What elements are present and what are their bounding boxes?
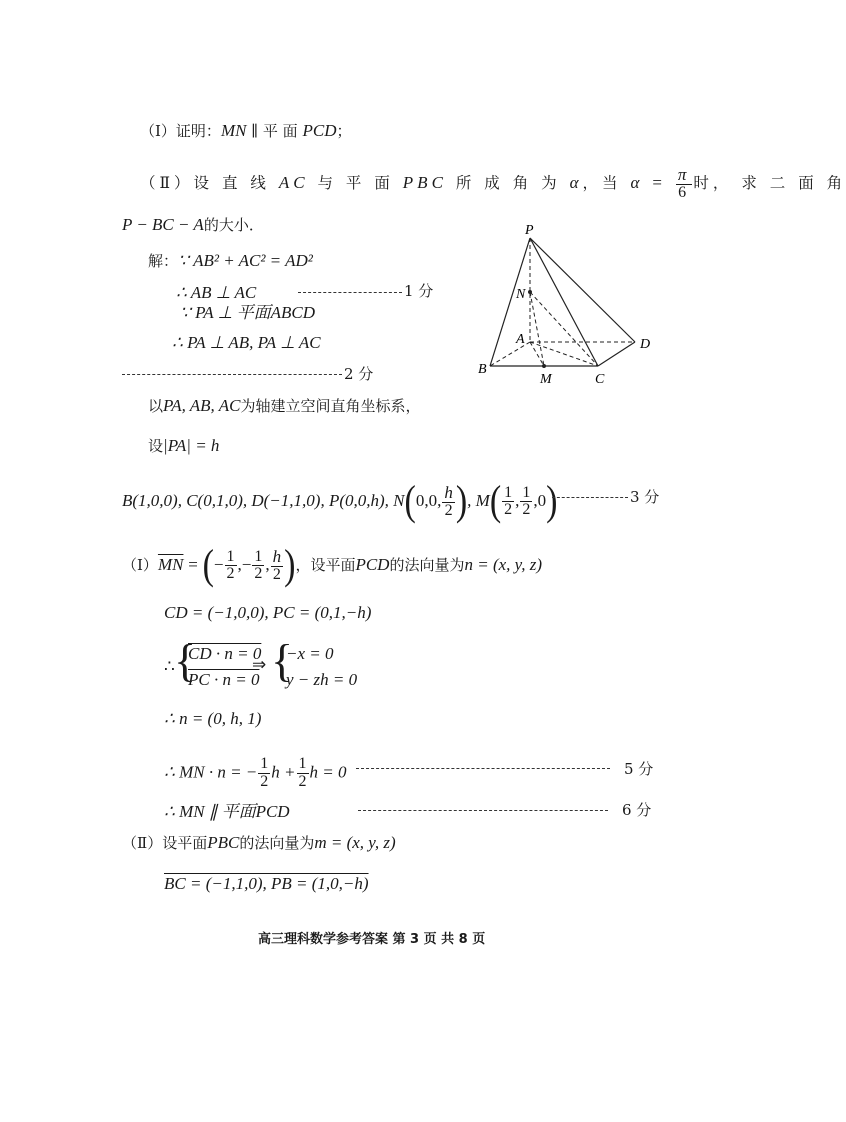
system-left-2: PC · n = 0: [188, 670, 260, 689]
solution-step-3: ∵ PA ⊥ 平面ABCD: [180, 303, 316, 322]
score-3: 3 分: [630, 488, 660, 506]
system-right-1: −x = 0: [286, 644, 334, 663]
score-dash-2: [122, 374, 342, 375]
page-footer: 高三理科数学参考答案 第 3 页 共 8 页: [258, 932, 486, 947]
score-dash-1: [298, 292, 402, 293]
label-d: D: [640, 337, 651, 352]
label-a: A: [516, 332, 525, 347]
edge-cd: [598, 342, 635, 366]
part1-mn-vector: $(Ⅰ)\overline{MN}$ = (− $\frac{1}{2}$ ,− $\frac{1}{2}$ , $\frac{h}{2}$ )，设平面PCD的法向量为n = (x, y, z): [122, 542, 543, 589]
solution-step-1: 解：∵ AB² + AC² = AD²: [148, 251, 313, 270]
label-m: M: [540, 372, 552, 387]
label-n: N: [516, 287, 526, 302]
points-coordinates: B(1,0,0), C(0,1,0), D(−1,1,0), P(0,0,h), N(0,0, $\frac{h}{2}$ ), M( $\frac{1}{2}$ , $\frac{1}{2}$ ,0): [122, 478, 558, 525]
normal-vector-result: ∴ n = (0, h, 1): [164, 709, 262, 728]
question-part-1: （Ⅰ）证明：MN ∥ 平 面 PCD；: [140, 121, 352, 140]
set-pa-length: 设|PA| = h: [148, 436, 220, 455]
system-left-1: CD · n = 0: [188, 644, 262, 663]
system-prefix: ∴: [164, 657, 175, 676]
right-brace: {: [271, 635, 294, 686]
dot-product: ∴ MN · n = − $\frac{1}{2}$ h + $\frac{1}{2}$ h = 0: [164, 755, 347, 790]
score-5: 5 分: [624, 760, 654, 778]
point-n: [528, 290, 532, 294]
score-2: 2 分: [344, 365, 374, 383]
score-dash-5: [356, 768, 610, 769]
system-right-2: y − zh = 0: [286, 670, 358, 689]
bc-pb-vectors: BC = (−1,1,0), PB = (1,0,−h): [164, 874, 369, 893]
parallel-conclusion: ∴ MN ∥ 平面PCD: [164, 802, 290, 821]
question-part-2-cont: P − BC − A的大小．: [122, 215, 264, 234]
question-part-2: （Ⅱ）设 直 线 AC 与 平 面 PBC 所 成 角 为 α，当 α = $\frac{\pi}{6}$ 时， 求 二 面 角: [140, 165, 846, 201]
score-6: 6 分: [622, 801, 652, 819]
score-dash-6: [358, 810, 608, 811]
cd-pc-vectors: CD = (−1,0,0), PC = (0,1,−h): [164, 603, 372, 622]
pyramid-figure: [470, 218, 670, 393]
label-p: P: [525, 223, 534, 238]
edge-pc: [530, 238, 598, 366]
point-m: [542, 364, 546, 368]
label-c: C: [595, 372, 605, 387]
score-dash-3: [552, 497, 628, 498]
part2-setup: （Ⅱ）设平面PBC的法向量为m = (x, y, z): [122, 833, 396, 852]
left-brace: {: [174, 635, 197, 686]
system-arrow: ⇒: [252, 655, 267, 674]
solution-step-2: ∴ AB ⊥ AC: [176, 283, 257, 302]
solution-step-4: ∴ PA ⊥ AB, PA ⊥ AC: [172, 333, 321, 352]
score-1: 1 分: [404, 282, 434, 300]
coordinate-setup: 以PA, AB, AC为轴建立空间直角坐标系，: [148, 396, 421, 415]
edge-pd: [530, 238, 635, 342]
label-b: B: [478, 362, 487, 377]
